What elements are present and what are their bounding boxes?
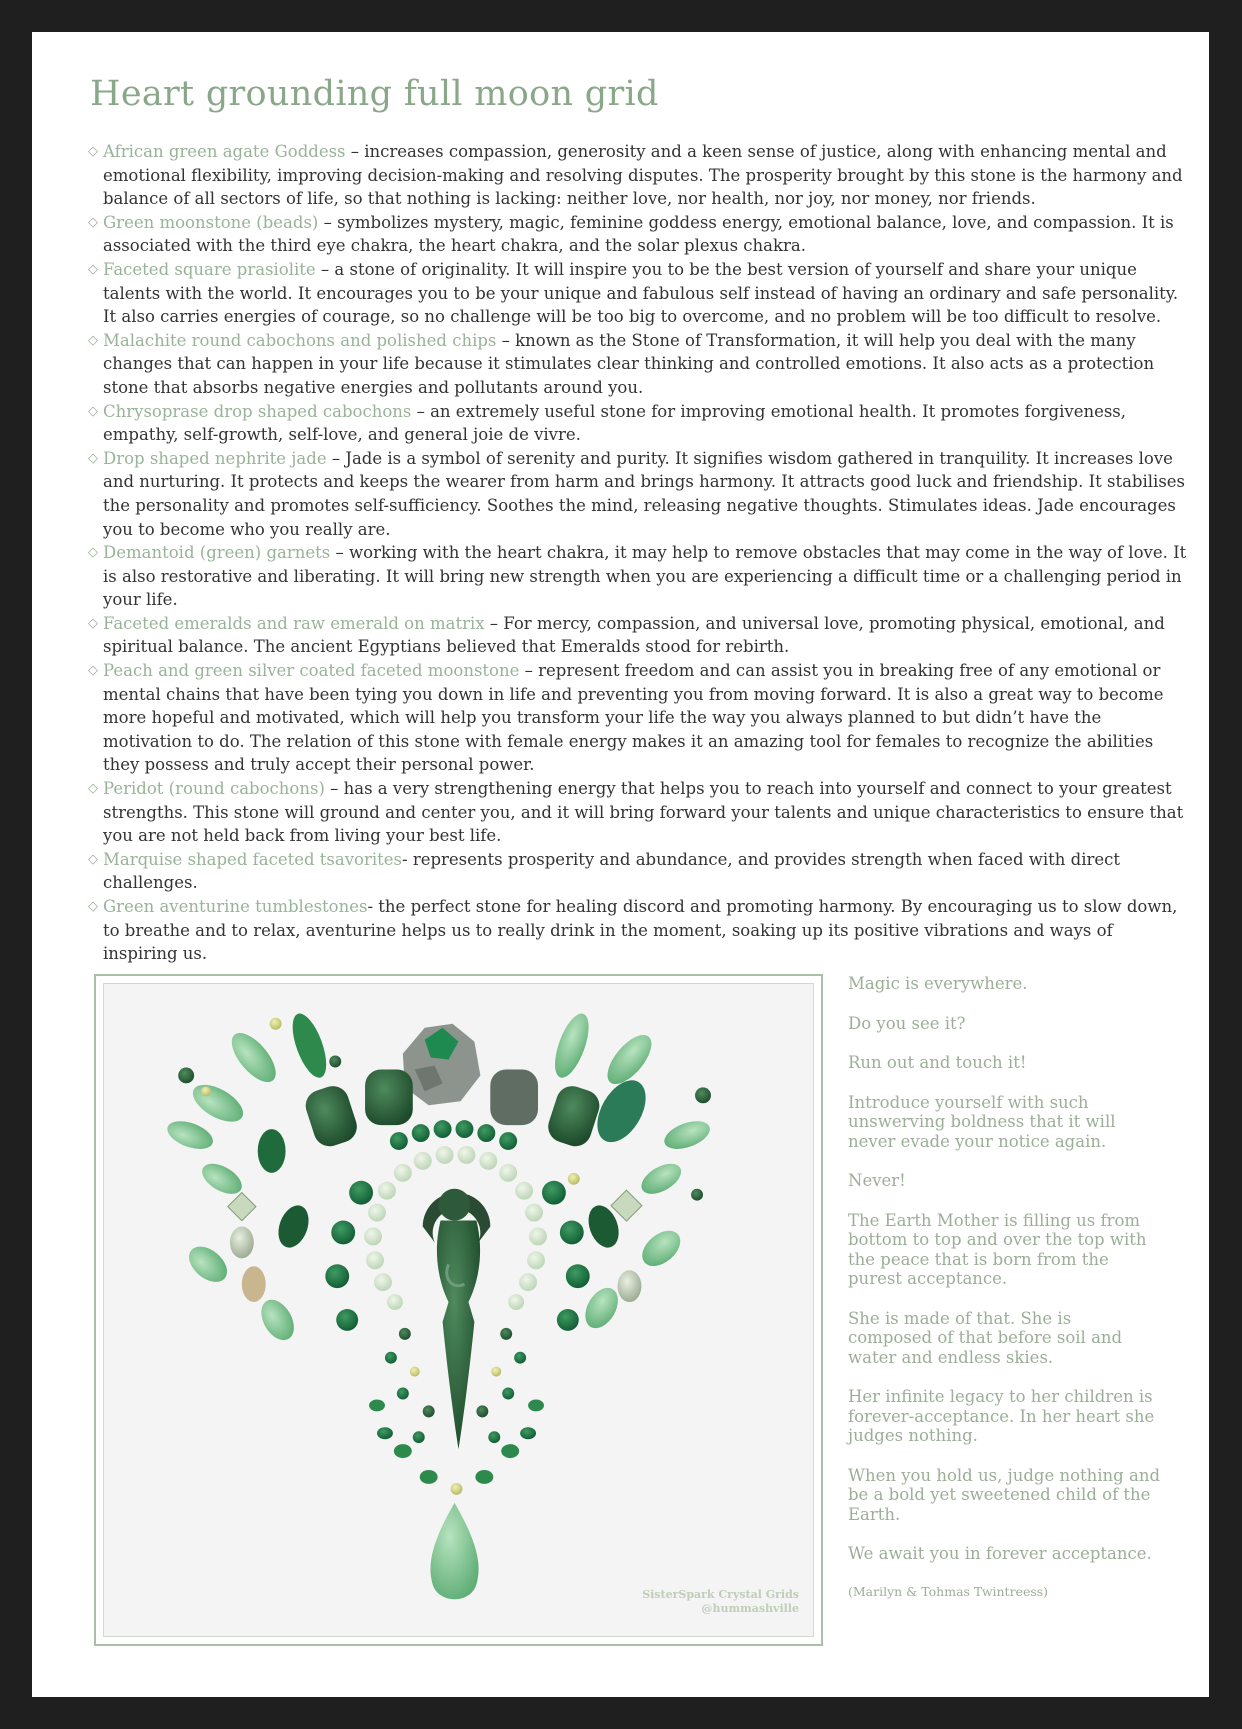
stone-description: – a stone of originality. It will inspire you to be the best version of yourself and share your unique talents with the world. It encourages you to be your unique and fabulous self instead of having an ordinary and safe personality. It also carries energies of courage, so no challenge will be too big to overcome, and no problem will be too difficult to resolve.: [103, 259, 1179, 327]
nephrite-stone: [302, 1082, 361, 1150]
list-item: [88, 211, 1188, 258]
bullet-icon: ◇: [88, 781, 98, 797]
bullet-icon: ◇: [88, 545, 98, 561]
crystal-grid-photo-frame: [94, 974, 823, 1646]
bullet-icon: ◇: [88, 144, 98, 159]
list-item: [88, 848, 1188, 895]
poem-line: When you hold us, judge nothing and be a bold yet sweetened child of the Earth.: [848, 1465, 1161, 1524]
nephrite-stone: [490, 1069, 538, 1125]
stone-description: – increases compassion, generosity and a keen sense of justice, along with enhancing mental and emotional flexibility, improving decision-making and resolving disputes. The prosperity brought by this stone is the harmony and balance of all sectors of life, so that nothing is lacking: neither love, nor health, nor joy, nor money, nor friends.: [103, 142, 1183, 209]
bullet-icon: ◇: [88, 261, 98, 277]
nephrite-stone: [544, 1082, 603, 1150]
stone-name: Marquise shaped faceted tsavorites: [103, 849, 402, 869]
poem-line: She is made of that. She is composed of that before soil and water and endless skies.: [848, 1308, 1123, 1367]
stone-description: – symbolizes mystery, magic, feminine goddess energy, emotional balance, love, and compassion. It is associated with the third eye chakra, the heart chakra, and the solar plexus chakra.: [103, 212, 1174, 256]
stone-name: African green agate Goddess: [103, 142, 346, 161]
bullet-icon: ◇: [88, 403, 98, 419]
list-item: [88, 541, 1188, 612]
list-item: [88, 329, 1188, 400]
poem-line: The Earth Mother is filling us from bottom to top and over the top with the peace that is born from the purest acceptance.: [848, 1210, 1147, 1288]
poem-line: Do you see it?: [848, 1013, 966, 1033]
list-item: [88, 659, 1188, 777]
bullet-icon: ◇: [88, 663, 98, 679]
stone-name: Demantoid (green) garnets: [103, 543, 331, 563]
poem-line: We await you in forever acceptance.: [848, 1544, 1152, 1563]
stone-description: – an extremely useful stone for improving emotional health. It promotes forgiveness, empathy, self-growth, self-love, and general joie de vivre.: [103, 401, 1127, 445]
nephrite-stone: [365, 1069, 413, 1125]
bullet-icon: ◇: [88, 450, 98, 466]
bullet-icon: ◇: [88, 214, 98, 230]
poem-line: Never!: [848, 1171, 906, 1190]
poem-line: Introduce yourself with such unswerving boldness that it will never evade your notice again.: [848, 1092, 1116, 1151]
photo-watermark: [642, 1588, 799, 1616]
stone-name: Faceted emeralds and raw emerald on matrix: [103, 613, 485, 633]
stone-name: Faceted square prasiolite: [103, 259, 316, 279]
stone-description: – Jade is a symbol of serenity and purity. It signifies wisdom gathered in tranquility. It increases love and nurturing. It protects and keeps the wearer from harm and brings harmony. It attracts good luck and friendship. It stabilises the personality and promotes self-sufficiency. Soothes the mind, releasing negative thoughts. Stimulates ideas. Jade encourages you to become who you really are.: [103, 448, 1186, 539]
stone-description: – has a very strengthening energy that helps you to reach into yourself and connect to your greatest strengths. This stone will ground and center you, and it will bring forward your talents and unique characteristics to ensure that you are not held back from living your best life.: [103, 779, 1184, 846]
watermark-line: @hummashville: [701, 1602, 799, 1615]
poem-line: Magic is everywhere.: [848, 974, 1028, 993]
list-item: [88, 895, 1188, 966]
bullet-icon: ◇: [88, 332, 98, 348]
poem-line: Run out and touch it!: [848, 1053, 1027, 1072]
watermark-line: SisterSpark Crystal Grids: [642, 1588, 799, 1601]
list-item: [88, 140, 1188, 211]
poem: [848, 974, 1160, 1621]
bullet-icon: ◇: [88, 851, 98, 867]
stone-description: – represent freedom and can assist you in breaking free of any emotional or mental chains that have been tying you down in life and preventing you from moving forward. It is also a great way to become more hopeful and motivated, which will help you transform your life the way you always planned to but didn’t have the motivation to do. The relation of this stone with female energy makes it an amazing tool for females to recognize the abilities they possess and truly accept their personal power.: [103, 661, 1164, 775]
stone-description: - represents prosperity and abundance, and provides strength when faced with direct challenges.: [103, 849, 1121, 893]
poem-line: Her infinite legacy to her children is forever-acceptance. In her heart she judges nothing.: [848, 1387, 1155, 1445]
stone-name: Chrysoprase drop shaped cabochons: [103, 401, 412, 421]
poem-credit: (Marilyn & Tohmas Twintreess): [848, 1583, 1049, 1599]
stone-name: Green aventurine tumblestones: [103, 897, 368, 916]
aventurine-drop: [430, 1503, 478, 1599]
stone-name: Peridot (round cabochons): [103, 779, 325, 799]
stone-description: – known as the Stone of Transformation, it will help you deal with the many changes that can happen in your life because it stimulates clear thinking and controlled emotions. It also acts as a protection stone that absorbs negative energies and pollutants around you.: [103, 330, 1155, 397]
bullet-icon: ◇: [88, 615, 98, 631]
stone-description: – working with the heart chakra, it may help to remove obstacles that may come in the way of love. It is also restorative and liberating. It will bring new strength when you are experiencing a difficult time or a challenging period in your life.: [103, 543, 1187, 610]
bullet-icon: ◇: [88, 899, 98, 914]
list-item: [88, 258, 1188, 329]
crystal-grid-illustration: [104, 984, 813, 1636]
page-title: Heart grounding full moon grid: [90, 74, 659, 114]
list-item: [88, 777, 1188, 848]
left-wing: [164, 1009, 342, 1345]
raw-emerald-matrix: [403, 1024, 481, 1106]
stone-name: Malachite round cabochons and polished chips: [103, 330, 497, 350]
list-item: [88, 447, 1188, 541]
stone-name: Peach and green silver coated faceted moonstone: [103, 661, 520, 681]
stone-name: Drop shaped nephrite jade: [103, 448, 327, 468]
stone-list: [88, 140, 1188, 966]
stone-description: - the perfect stone for healing discord and promoting harmony. By encouraging us to slow down, to breathe and to relax, aventurine helps us to really drink in the moment, soaking up its positive vibrations and ways of inspiring us.: [103, 897, 1178, 964]
document-page: [32, 32, 1209, 1697]
stone-description: – For mercy, compassion, and universal love, promoting physical, emotional, and spiritual balance. The ancient Egyptians believed that Emeralds stood for rebirth.: [103, 613, 1165, 657]
crystal-grid-photo: [103, 983, 814, 1637]
list-item: [88, 612, 1188, 659]
stone-name: Green moonstone (beads): [103, 212, 319, 232]
list-item: [88, 400, 1188, 447]
